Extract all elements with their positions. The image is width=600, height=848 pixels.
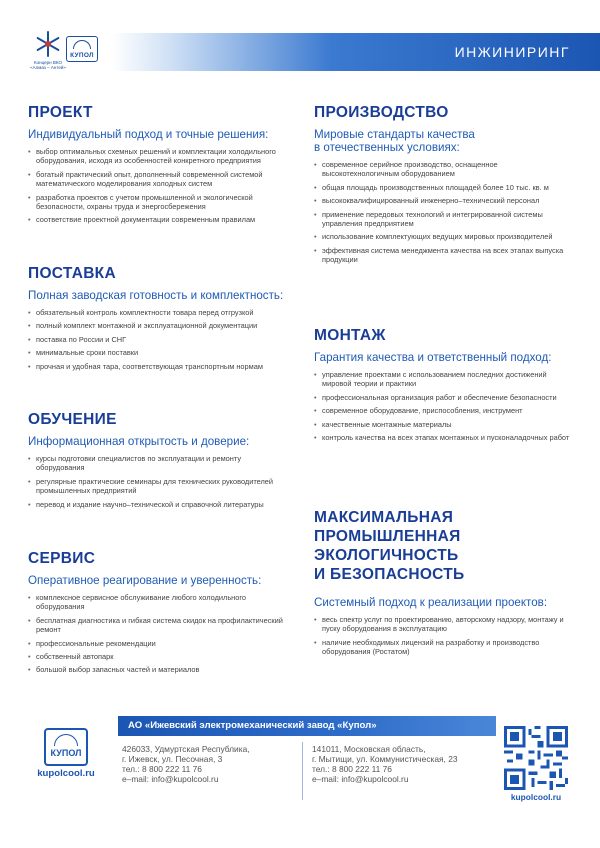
header-logos: [26, 30, 96, 74]
section-title: МОНТАЖ: [314, 327, 386, 344]
list-item: • бесплатная диагностика и гибкая система скидок на профилактический ремонт: [28, 616, 290, 635]
logo-caption: Концерн ВКО «Алмаз – Антей»: [30, 60, 66, 70]
section-postavka: [28, 264, 290, 375]
list-item: • обязательный контроль комплектности товара перед отгрузкой: [28, 308, 290, 317]
list-item: • наличие необходимых лицензий на разработку и производство оборудования (Ростатом): [314, 638, 576, 657]
company-band: [118, 716, 496, 736]
divider: [302, 742, 303, 800]
section-proekt: [28, 103, 290, 229]
subtitle-line: Мировые стандарты качества: [314, 128, 475, 141]
page-title: ИНЖИНИРИНГ: [454, 44, 570, 60]
list-item: • высококвалифицированный инженерно–технический персонал: [314, 196, 576, 205]
list-item: • регулярные практические семинары для технических руководителей промышленных предприятий: [28, 477, 290, 496]
email[interactable]: e–mail: info@kupolcool.ru: [122, 774, 219, 784]
kupol-logo-text: КУПОЛ: [70, 52, 94, 59]
section-subtitle: Информационная открытость и доверие:: [28, 435, 250, 448]
list-item: • современное оборудование, приспособления, инструмент: [314, 406, 576, 415]
list-item: • поставка по России и СНГ: [28, 335, 290, 344]
section-ecology: [314, 508, 576, 661]
section-list: [314, 370, 576, 442]
list-item: • выбор оптимальных схемных решений и комплектации холодильного оборудования, исходя из особенностей конкретного предприятия: [28, 147, 290, 166]
list-item: • комплексное сервисное обслуживание любого холодильного оборудования: [28, 593, 290, 612]
list-item: • эффективная система менеджмента качества на всех этапах выпуска продукции: [314, 246, 576, 265]
header-bar: [112, 33, 600, 71]
section-title: ПОСТАВКА: [28, 265, 116, 282]
address-line: 141011, Московская область,: [312, 744, 426, 754]
list-item: • весь спектр услуг по проектированию, авторскому надзору, монтажу и пуску оборудования в эксплуатацию: [314, 615, 576, 634]
address-izhevsk: [122, 744, 250, 784]
list-item: • управление проектами с использованием последних достижений мировой теории и практики: [314, 370, 576, 389]
section-title: ОБУЧЕНИЕ: [28, 411, 117, 428]
email[interactable]: e–mail: info@kupolcool.ru: [312, 774, 409, 784]
phone: тел.: 8 800 222 11 76: [122, 764, 202, 774]
kupol-logo: [66, 36, 98, 62]
section-obuchenie: [28, 410, 290, 513]
section-title: ПРОИЗВОДСТВО: [314, 104, 449, 121]
title-line: ПРОМЫШЛЕННАЯ: [314, 528, 461, 545]
list-item: • соответствие проектной документации современным правилам: [28, 215, 290, 224]
footer: [0, 716, 600, 848]
list-item: • контроль качества на всех этапах монтажных и пусконаладочных работ: [314, 433, 576, 442]
list-item: • применение передовых технологий и интегрированной системы управления предприятием: [314, 210, 576, 229]
section-list: [28, 308, 290, 371]
dome-icon: [73, 40, 91, 49]
list-item: • профессиональная организация работ и обеспечение безопасности: [314, 393, 576, 402]
footer-logo: [30, 728, 102, 788]
section-title: ПРОЕКТ: [28, 104, 93, 121]
section-subtitle: Полная заводская готовность и комплектность:: [28, 289, 284, 302]
section-list: [28, 454, 290, 509]
phone: тел.: 8 800 222 11 76: [312, 764, 392, 774]
qr-code-icon[interactable]: [504, 726, 568, 790]
list-item: • собственный автопарк: [28, 652, 290, 661]
list-item: • разработка проектов с учетом промышленной и экологической безопасности, охраны труда и энергосбережения: [28, 193, 290, 212]
dome-icon: [54, 734, 78, 746]
list-item: • полный комплект монтажной и эксплуатационной документации: [28, 321, 290, 330]
subtitle-line: в отечественных условиях:: [314, 141, 460, 154]
list-item: • использование комплектующих ведущих мировых производителей: [314, 232, 576, 241]
list-item: • качественные монтажные материалы: [314, 420, 576, 429]
section-montazh: [314, 326, 576, 446]
list-item: • богатый практический опыт, дополненный современной системой математического моделирования холодных систем: [28, 170, 290, 189]
section-subtitle: Индивидуальный подход и точные решения:: [28, 128, 269, 141]
list-item: • прочная и удобная тара, соответствующая транспортным нормам: [28, 362, 290, 371]
title-line: ЭКОЛОГИЧНОСТЬ: [314, 547, 459, 564]
list-item: • перевод и издание научно–технической и справочной литературы: [28, 500, 290, 509]
address-mytishchi: [312, 744, 458, 784]
kupol-logo-box: [44, 728, 88, 766]
list-item: • профессиональные рекомендации: [28, 639, 290, 648]
list-item: • большой выбор запасных частей и материалов: [28, 665, 290, 674]
snowflake-logo-icon: [34, 30, 62, 58]
list-item: • общая площадь производственных площадей более 10 тыс. кв. м: [314, 183, 576, 192]
section-list: [314, 160, 576, 265]
section-servis: [28, 549, 290, 679]
section-subtitle: Системный подход к реализации проектов:: [314, 596, 548, 609]
section-subtitle: [314, 128, 576, 154]
kupol-logo-text: КУПОЛ: [50, 748, 82, 758]
section-list: [314, 615, 576, 657]
title-line: МАКСИМАЛЬНАЯ: [314, 509, 454, 526]
address-line: г. Мытищи, ул. Коммунистическая, 23: [312, 754, 458, 764]
section-title: [314, 508, 576, 584]
section-proizvodstvo: [314, 103, 576, 269]
list-item: • современное серийное производство, оснащенное высокотехнологичным оборудованием: [314, 160, 576, 179]
address-line: 426033, Удмуртская Республика,: [122, 744, 250, 754]
section-subtitle: Гарантия качества и ответственный подход:: [314, 351, 552, 364]
section-list: [28, 593, 290, 675]
title-line: И БЕЗОПАСНОСТЬ: [314, 566, 465, 583]
site-link[interactable]: kupolcool.ru: [37, 768, 95, 779]
section-list: [28, 147, 290, 225]
section-subtitle: Оперативное реагирование и уверенность:: [28, 574, 262, 587]
list-item: • курсы подготовки специалистов по эксплуатации и ремонту оборудования: [28, 454, 290, 473]
qr-site-label: kupolcool.ru: [510, 792, 562, 802]
company-name: АО «Ижевский электромеханический завод «Купол»: [128, 720, 377, 731]
section-title: СЕРВИС: [28, 550, 96, 567]
list-item: • минимальные сроки поставки: [28, 348, 290, 357]
address-line: г. Ижевск, ул. Песочная, 3: [122, 754, 223, 764]
